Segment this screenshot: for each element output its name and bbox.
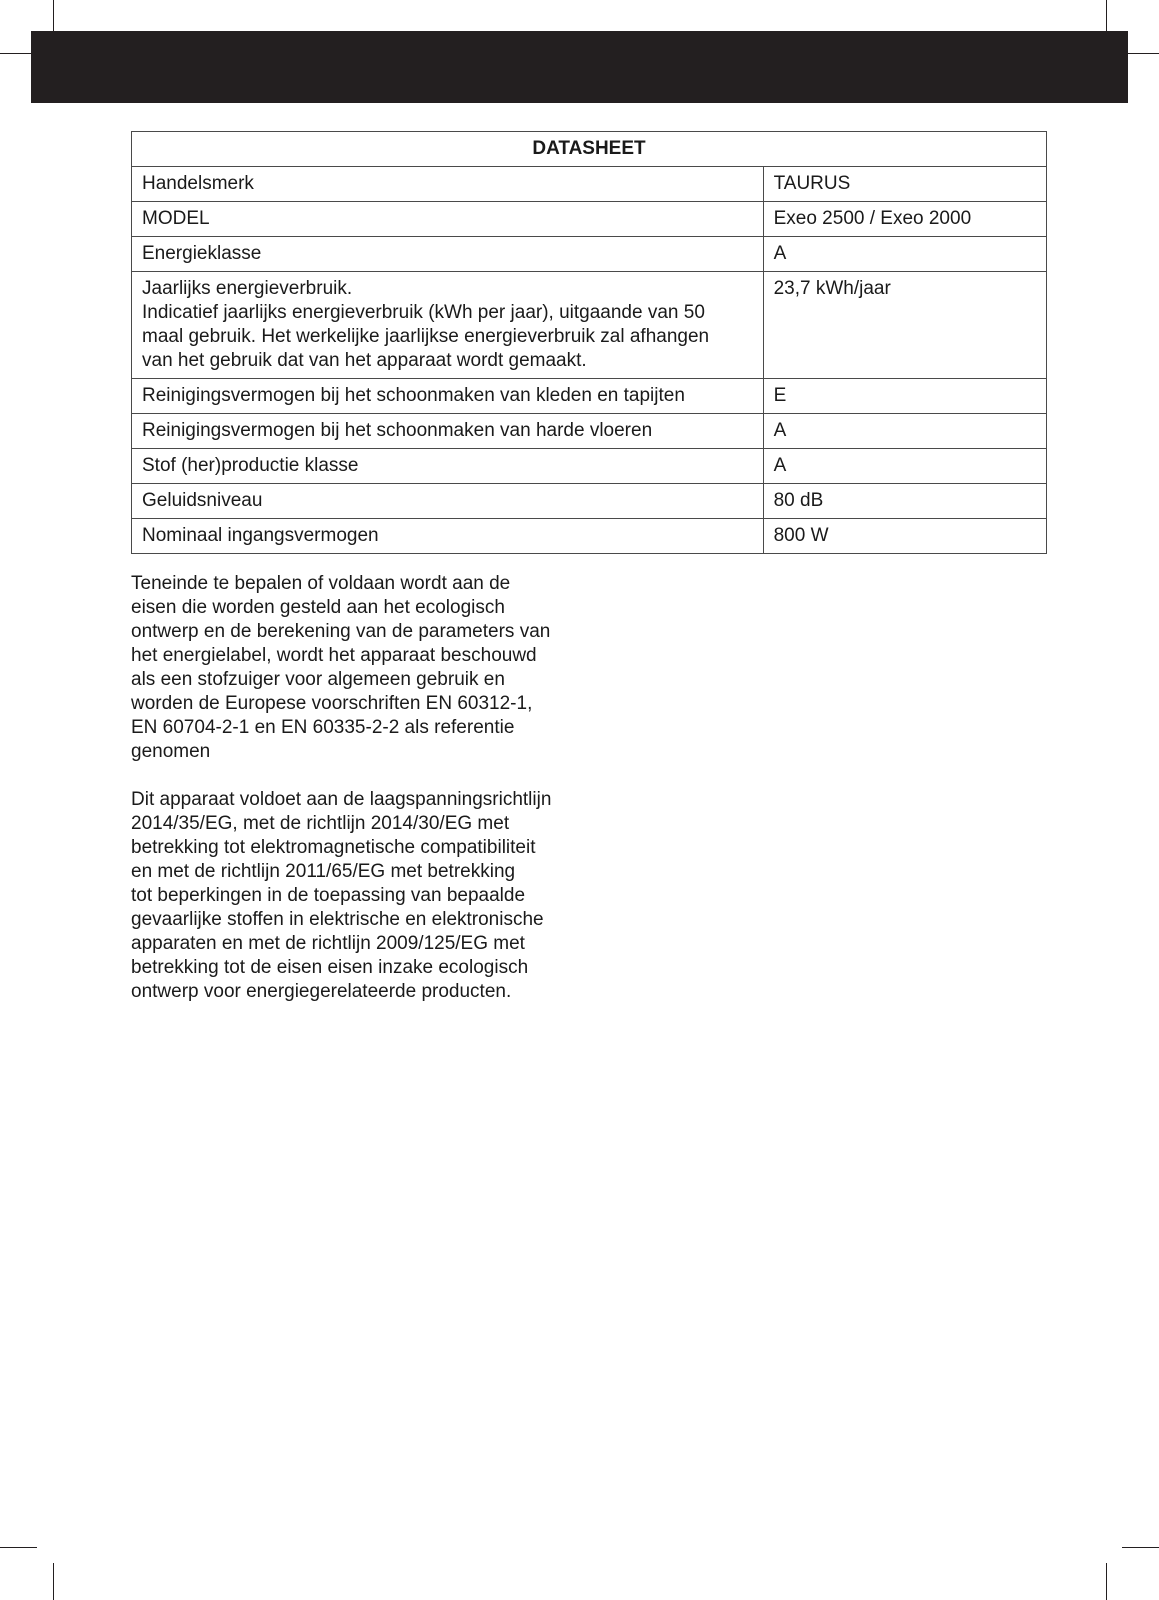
row-label: Reinigingsvermogen bij het schoonmaken van harde vloeren (132, 414, 764, 449)
row-value: E (763, 379, 1046, 414)
row-value: Exeo 2500 / Exeo 2000 (763, 202, 1046, 237)
paragraph-line: 2014/35/EG, met de richtlijn 2014/30/EG met (131, 813, 510, 834)
row-label-line: maal gebruik. Het werkelijke jaarlijkse energieverbruik zal afhangen (142, 326, 710, 347)
row-label-line: van het gebruik dat van het apparaat wordt gemaakt. (142, 350, 587, 371)
table-row (132, 449, 1047, 484)
row-label-line: Jaarlijks energieverbruik. (142, 278, 353, 299)
crop-mark (1106, 0, 1107, 53)
row-label: Reinigingsvermogen bij het schoonmaken van kleden en tapijten (132, 379, 764, 414)
row-value: A (763, 237, 1046, 272)
datasheet-header-row (132, 132, 1047, 167)
row-value: 80 dB (763, 484, 1046, 519)
row-value: A (763, 449, 1046, 484)
row-value: A (763, 414, 1046, 449)
crop-mark (1122, 1547, 1159, 1548)
row-label: MODEL (132, 202, 764, 237)
row-label (132, 272, 764, 379)
paragraph-line: EN 60704-2-1 en EN 60335-2-2 als referentie (131, 717, 515, 738)
paragraph-line: genomen (131, 741, 211, 762)
crop-mark (1122, 53, 1159, 54)
table-row (132, 272, 1047, 379)
row-value: 800 W (763, 519, 1046, 554)
table-row (132, 167, 1047, 202)
row-label: Stof (her)productie klasse (132, 449, 764, 484)
crop-mark (0, 1547, 37, 1548)
crop-mark (1106, 1563, 1107, 1600)
row-value: TAURUS (763, 167, 1046, 202)
paragraph-line: Teneinde te bepalen of voldaan wordt aan de (131, 573, 511, 594)
row-label-line: Indicatief jaarlijks energieverbruik (kWh per jaar), uitgaande van 50 (142, 302, 705, 323)
table-row (132, 484, 1047, 519)
table-row (132, 519, 1047, 554)
table-row (132, 237, 1047, 272)
crop-mark (0, 53, 37, 54)
crop-mark (53, 1563, 54, 1600)
table-row (132, 414, 1047, 449)
paragraph-line: als een stofzuiger voor algemeen gebruik en (131, 669, 505, 690)
crop-mark (53, 0, 54, 53)
compliance-paragraph-ecodesign (131, 572, 591, 764)
table-row (132, 379, 1047, 414)
paragraph-line: tot beperkingen in de toepassing van bepaalde (131, 885, 526, 906)
compliance-paragraph-directives (131, 788, 591, 1004)
datasheet-table (131, 131, 1047, 554)
paragraph-line: en met de richtlijn 2011/65/EG met betrekking (131, 861, 516, 882)
row-label: Nominaal ingangsvermogen (132, 519, 764, 554)
row-label: Geluidsniveau (132, 484, 764, 519)
header-bar (31, 31, 1128, 103)
paragraph-line: betrekking tot de eisen eisen inzake ecologisch (131, 957, 529, 978)
paragraph-line: apparaten en met de richtlijn 2009/125/EG met (131, 933, 525, 954)
paragraph-line: betrekking tot elektromagnetische compatibiliteit (131, 837, 536, 858)
paragraph-line: Dit apparaat voldoet aan de laagspanningsrichtlijn (131, 789, 552, 810)
row-label: Energieklasse (132, 237, 764, 272)
paragraph-line: ontwerp en de berekening van de parameters van (131, 621, 551, 642)
paragraph-line: eisen die worden gesteld aan het ecologisch (131, 597, 505, 618)
datasheet-title: DATASHEET (132, 132, 1047, 167)
row-value: 23,7 kWh/jaar (763, 272, 1046, 379)
paragraph-line: het energielabel, wordt het apparaat beschouwd (131, 645, 537, 666)
paragraph-line: gevaarlijke stoffen in elektrische en elektronische (131, 909, 544, 930)
paragraph-line: worden de Europese voorschriften EN 60312-1, (131, 693, 533, 714)
row-label: Handelsmerk (132, 167, 764, 202)
table-row (132, 202, 1047, 237)
paragraph-line: ontwerp voor energiegerelateerde producten. (131, 981, 512, 1002)
